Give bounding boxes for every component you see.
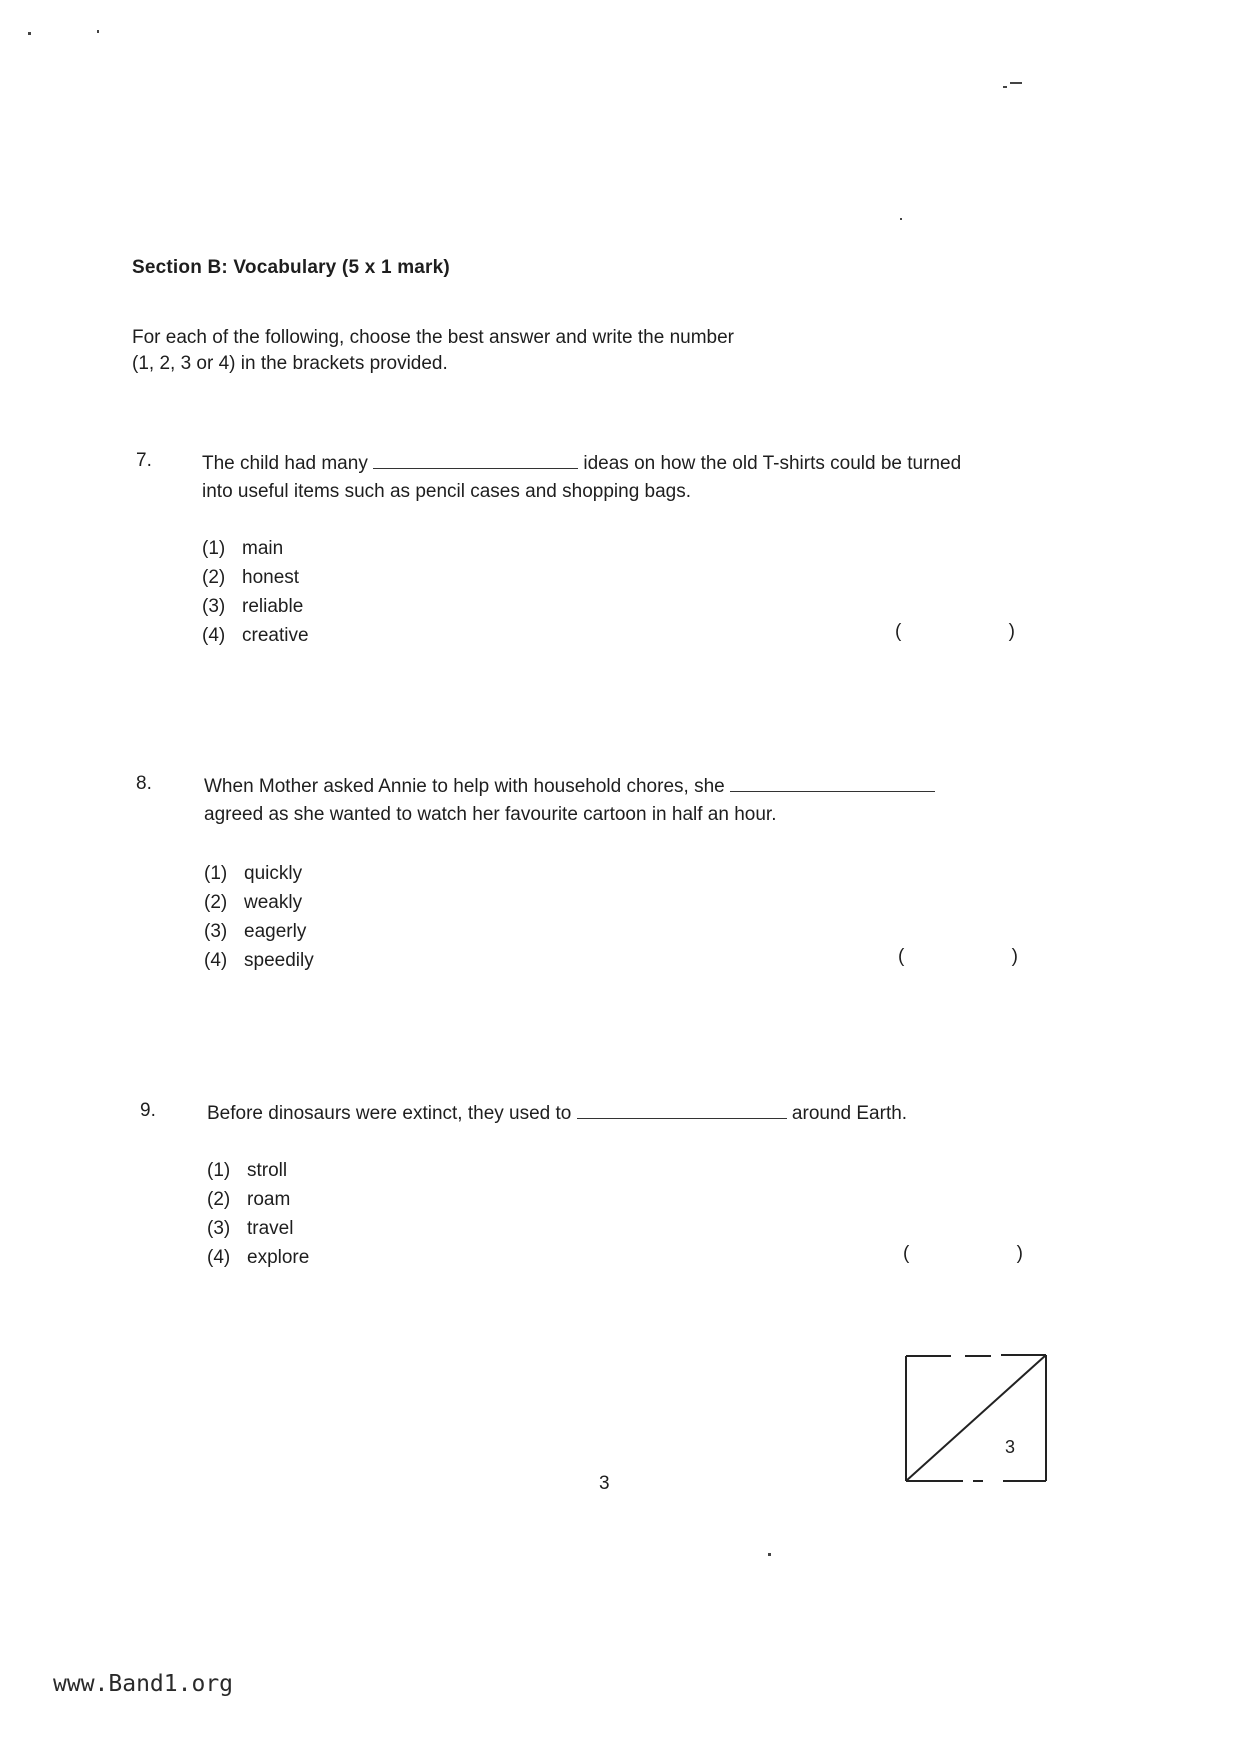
section-title: Section B: Vocabulary (5 x 1 mark) xyxy=(132,257,450,278)
question-text-part: When Mother asked Annie to help with household chores, she xyxy=(204,776,730,797)
score-box xyxy=(903,1353,1049,1483)
bracket-open: ( xyxy=(903,1243,910,1264)
question-text-line-2: into useful items such as pencil cases and shopping bags. xyxy=(202,481,692,502)
option-text: main xyxy=(242,538,284,559)
option-text: stroll xyxy=(247,1160,288,1181)
option-number: (1) xyxy=(207,1160,231,1181)
scan-speck xyxy=(97,30,99,33)
bracket-open: ( xyxy=(895,621,902,642)
watermark: www.Band1.org xyxy=(53,1671,234,1697)
option-number: (3) xyxy=(207,1218,231,1239)
option-number: (1) xyxy=(202,538,226,559)
question-number: 9. xyxy=(140,1100,156,1121)
answer-blank xyxy=(373,450,578,469)
option-2 xyxy=(204,888,314,917)
option-3 xyxy=(204,917,314,946)
question-text-part: around Earth. xyxy=(786,1103,908,1124)
bracket-close: ) xyxy=(1016,1243,1023,1264)
option-4 xyxy=(207,1243,309,1272)
option-text: weakly xyxy=(244,892,303,913)
option-text: eagerly xyxy=(244,921,307,942)
instructions-line-2: (1, 2, 3 or 4) in the brackets provided. xyxy=(132,353,448,374)
question-text-part: The child had many xyxy=(202,453,374,474)
option-1 xyxy=(204,859,314,888)
option-text: speedily xyxy=(244,950,314,971)
question-text-line-2: agreed as she wanted to watch her favourite cartoon in half an hour. xyxy=(204,804,777,825)
answer-blank xyxy=(730,773,935,792)
scan-speck xyxy=(900,218,902,220)
question-text-part: ideas on how the old T-shirts could be turned xyxy=(578,453,962,474)
option-2 xyxy=(202,563,309,592)
option-number: (4) xyxy=(202,625,226,646)
option-number: (2) xyxy=(202,567,226,588)
option-3 xyxy=(207,1214,309,1243)
option-number: (4) xyxy=(204,950,228,971)
bracket-open: ( xyxy=(898,946,905,967)
option-text: honest xyxy=(242,567,300,588)
instructions-line-1: For each of the following, choose the best answer and write the number xyxy=(132,327,735,348)
option-number: (4) xyxy=(207,1247,231,1268)
option-text: travel xyxy=(247,1218,294,1239)
option-1 xyxy=(207,1156,309,1185)
scan-speck xyxy=(1010,82,1022,84)
option-1 xyxy=(202,534,309,563)
option-text: explore xyxy=(247,1247,310,1268)
instructions xyxy=(132,325,734,377)
option-4 xyxy=(204,946,314,975)
options-list xyxy=(202,534,309,650)
question-text xyxy=(202,450,961,506)
options-list xyxy=(204,859,314,975)
option-number: (1) xyxy=(204,863,228,884)
scan-speck xyxy=(28,32,31,35)
scan-speck xyxy=(768,1553,771,1556)
option-text: creative xyxy=(242,625,309,646)
question-number: 7. xyxy=(136,450,152,471)
option-number: (3) xyxy=(204,921,228,942)
bracket-close: ) xyxy=(1008,621,1015,642)
page-number: 3 xyxy=(599,1473,610,1494)
option-number: (2) xyxy=(207,1189,231,1210)
answer-blank xyxy=(577,1100,787,1119)
score-value: 3 xyxy=(1005,1437,1016,1457)
scan-speck xyxy=(1003,86,1007,88)
option-number: (3) xyxy=(202,596,226,617)
question-text xyxy=(207,1100,907,1128)
option-3 xyxy=(202,592,309,621)
option-text: quickly xyxy=(244,863,303,884)
option-2 xyxy=(207,1185,309,1214)
option-text: roam xyxy=(247,1189,291,1210)
option-number: (2) xyxy=(204,892,228,913)
option-text: reliable xyxy=(242,596,304,617)
question-text xyxy=(204,773,935,829)
bracket-close: ) xyxy=(1011,946,1018,967)
question-text-part: Before dinosaurs were extinct, they used to xyxy=(207,1103,577,1124)
question-number: 8. xyxy=(136,773,152,794)
option-4 xyxy=(202,621,309,650)
options-list xyxy=(207,1156,309,1272)
